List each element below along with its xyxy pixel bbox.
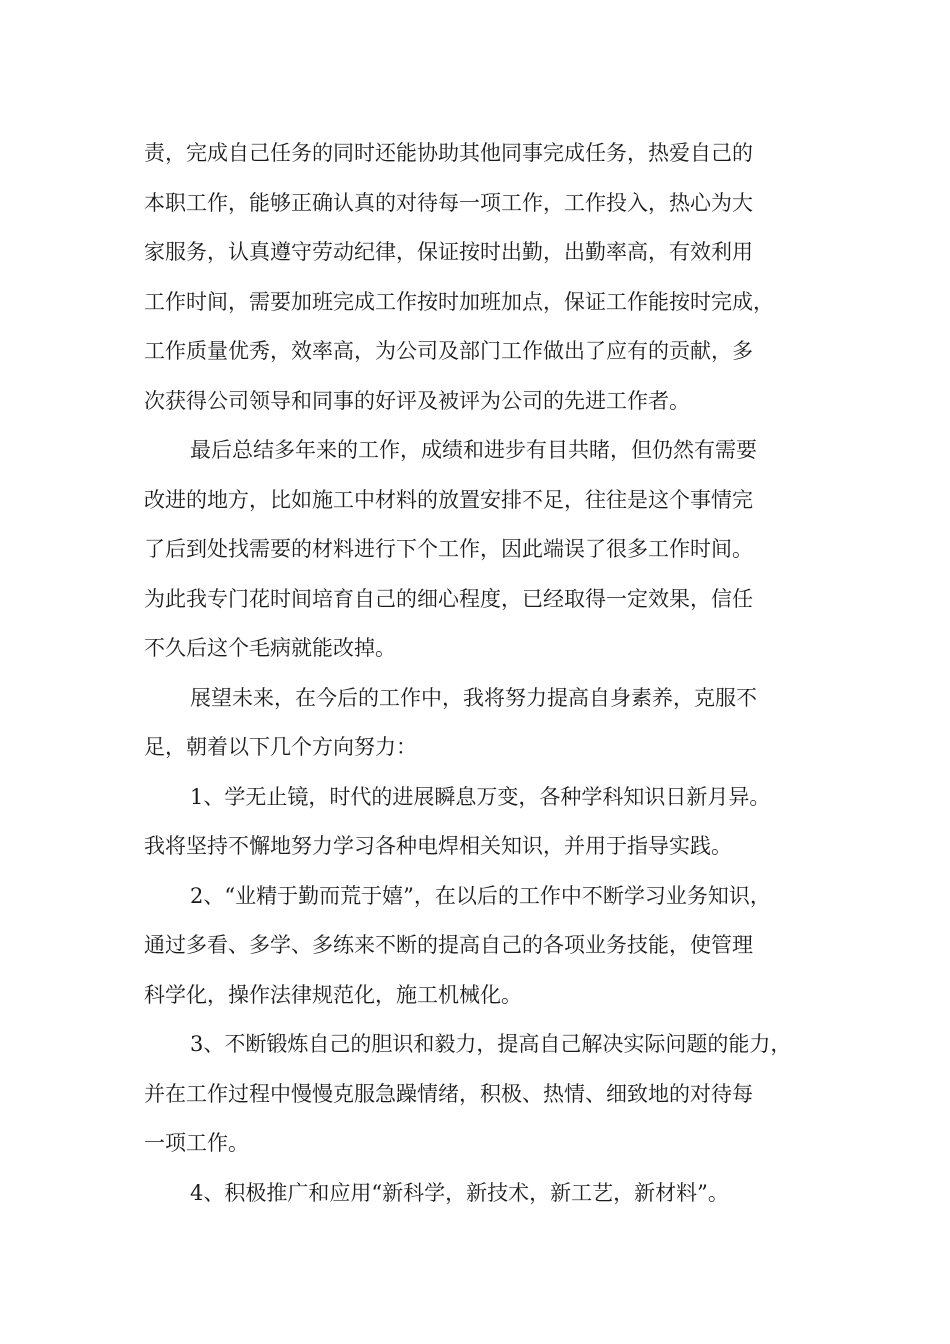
text-line: 足，朝着以下几个方向努力： [144, 735, 417, 759]
text-line: 展望未来，在今后的工作中，我将努力提高自身素养，克服不 [190, 685, 757, 710]
paragraph-7 [144, 1169, 814, 1219]
document-body [144, 129, 814, 1218]
text-line: 1、学无止镜，时代的进展瞬息万变，各种学科知识日新月异。 [190, 784, 771, 809]
paragraph-1 [144, 129, 814, 426]
text-line: 最后总结多年来的工作，成绩和进步有目共睹，但仍然有需要 [190, 438, 757, 462]
text-line: 次获得公司领导和同事的好评及被评为公司的先进工作者。 [144, 388, 690, 413]
text-line: 并在工作过程中慢慢克服急躁情绪，积极、热情、细致地的对待每 [144, 1081, 753, 1106]
text-line: 科学化，操作法律规范化，施工机械化。 [144, 982, 522, 1007]
text-line: 我将坚持不懈地努力学习各种电焊相关知识，并用于指导实践。 [144, 834, 732, 858]
paragraph-2 [144, 426, 814, 674]
paragraph-4 [144, 773, 814, 872]
text-line: 工作质量优秀，效率高，为公司及部门工作做出了应有的贡献，多 [144, 339, 753, 363]
text-line: 一项工作。 [144, 1131, 249, 1155]
text-line: 了后到处找需要的材料进行下个工作，因此端误了很多工作时间。 [144, 537, 753, 561]
text-line: 本职工作，能够正确认真的对待每一项工作，工作投入，热心为大 [144, 190, 753, 215]
text-line: 3、不断锻炼自己的胆识和毅力，提高自己解决实际问题的能力， [190, 1032, 792, 1056]
text-line: 不久后这个毛病就能改掉。 [144, 636, 396, 660]
text-line: 工作时间，需要加班完成工作按时加班加点，保证工作能按时完成， [144, 289, 774, 314]
paragraph-5 [144, 872, 814, 1021]
text-line: 家服务，认真遵守劳动纪律，保证按时出勤，出勤率高，有效利用 [144, 240, 753, 264]
text-line: 责，完成自己任务的同时还能协助其他同事完成任务，热爱自己的 [144, 141, 753, 165]
paragraph-6 [144, 1020, 814, 1169]
text-line: 通过多看、多学、多练来不断的提高自己的各项业务技能，使管理 [144, 933, 753, 957]
text-line: 为此我专门花时间培育自己的细心程度，已经取得一定效果，信任 [144, 586, 753, 611]
text-line: 改进的地方，比如施工中材料的放置安排不足，往往是这个事情完 [144, 487, 753, 512]
text-line: 4、积极推广和应用“新科学，新技术，新工艺，新材料”。 [190, 1180, 729, 1205]
paragraph-3 [144, 674, 814, 773]
text-line: 2、“业精于勤而荒于嬉”，在以后的工作中不断学习业务知识， [190, 883, 771, 908]
